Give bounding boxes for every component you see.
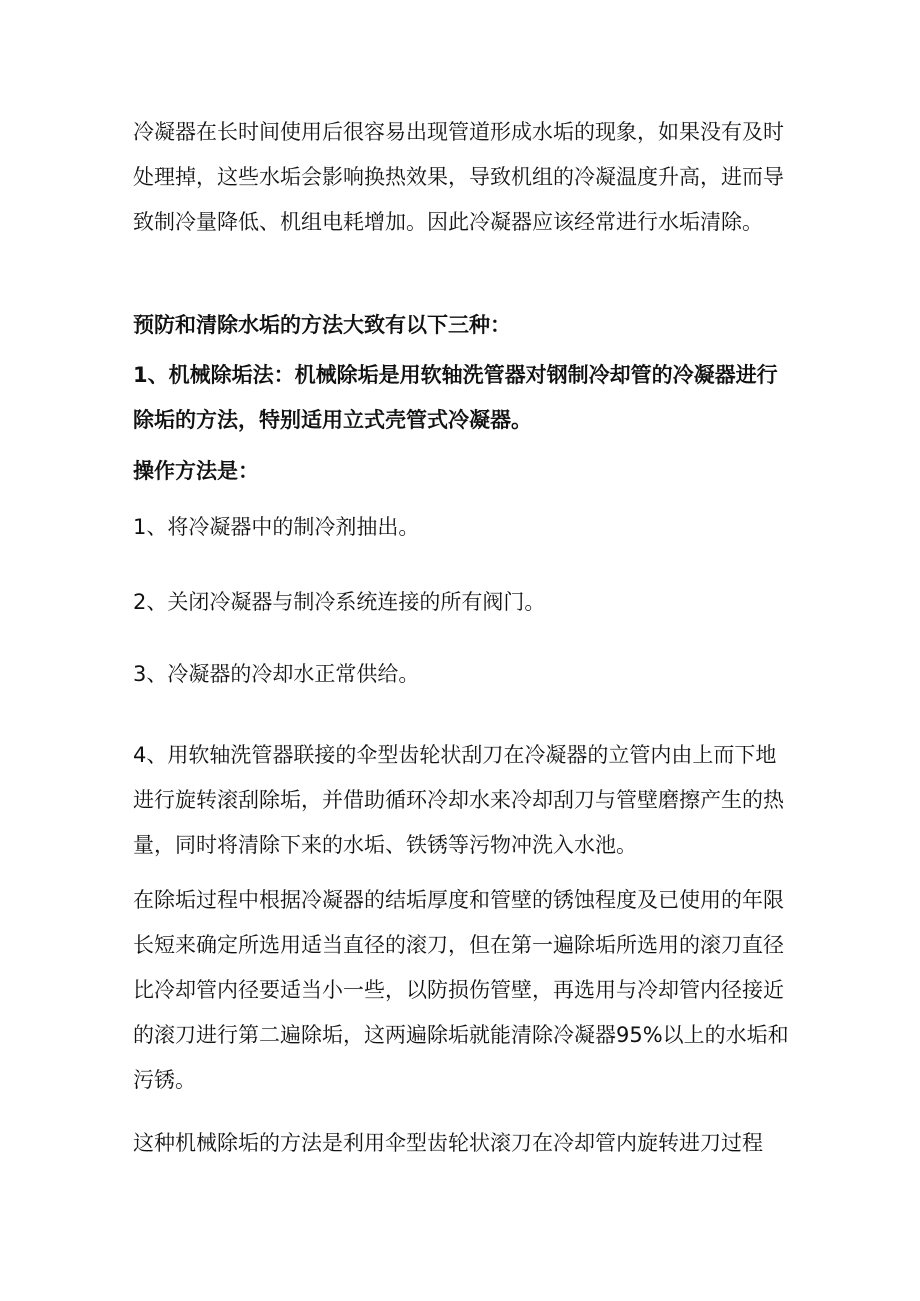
process-note-paragraph: 在除垢过程中根据冷凝器的结垢厚度和管壁的锈蚀程度及已使用的年限长短来确定所选用适当直径的滚刀，但在第一遍除垢所选用的滚刀直径比冷却管内径要适当小一些，以防损伤管壁，再选用与冷却管内径接近的滚刀进行第二遍除垢，这两遍除垢就能清除冷凝器95%以上的水垢和污锈。: [133, 888, 789, 1092]
method-1-paragraph: 1、机械除垢法：机械除垢是用软轴洗管器对钢制冷却管的冷凝器进行除垢的方法，特别适用立式壳管式冷凝器。: [133, 363, 778, 432]
step-4-paragraph: 4、用软轴洗管器联接的伞型齿轮状刮刀在冷凝器的立管内由上而下地进行旋转滚刮除垢，并借助循环冷却水来冷却刮刀与管壁磨擦产生的热量，同时将清除下来的水垢、铁锈等污物冲洗入水池。: [133, 743, 784, 857]
step-2-paragraph: 2、关闭冷凝器与制冷系统连接的所有阀门。: [133, 590, 546, 614]
intro-paragraph: 冷凝器在长时间使用后很容易出现管道形成水垢的现象，如果没有及时处理掉，这些水垢会影响换热效果，导致机组的冷凝温度升高，进而导致制冷量降低、机组电耗增加。因此冷凝器应该经常进行水垢清除。: [133, 120, 784, 234]
methods-heading: 预防和清除水垢的方法大致有以下三种：: [133, 313, 511, 337]
step-3-paragraph: 3、冷凝器的冷却水正常供给。: [133, 662, 420, 686]
step-1-paragraph: 1、将冷凝器中的制冷剂抽出。: [133, 515, 420, 539]
operation-heading: 操作方法是：: [133, 459, 259, 483]
closing-paragraph: 这种机械除垢的方法是利用伞型齿轮状滚刀在冷却管内旋转进刀过程: [133, 1131, 763, 1155]
